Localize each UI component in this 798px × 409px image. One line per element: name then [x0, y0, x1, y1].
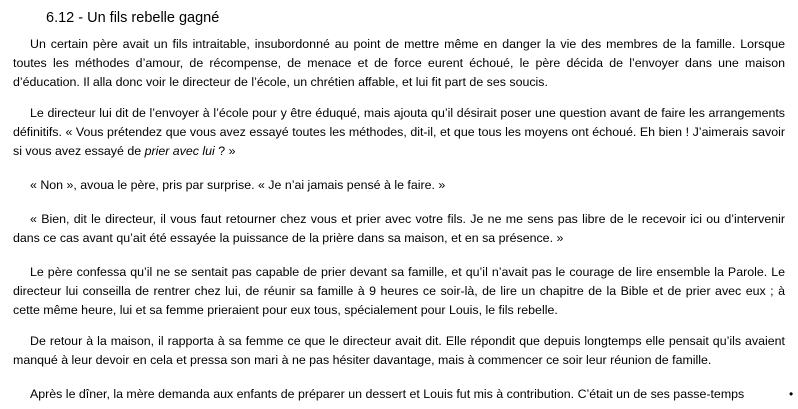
paragraph-4: « Bien, dit le directeur, il vous faut retourner chez vous et prier avec votre fils. Je ne me sens pas libre de le recevoir ici ou d’intervenir dans ce cas avant qu’ait été essayée la puissance de la prière dans sa maison, et en sa présence. » [13, 212, 785, 245]
paragraph-2-text-start: Le directeur lui dit de l’envoyer à l’école pour y être éduqué, mais ajouta qu’il désirait poser une question avant de faire les arrangements définitifs. « Vous prétendez que vous avez essayé toutes les méthodes, dit-il, et que tous les moyens ont échoué. Eh bien ! J’aimerais savoir si vous avez essayé de [13, 106, 785, 158]
paragraph-1: Un certain père avait un fils intraitable, insubordonné au point de mettre même en danger la vie des membres de la famille. Lorsque toutes les méthodes d’amour, de récompense, de menace et de force eurent échoué, le père décida de l’envoyer dans une maison d’éducation. Il alla donc voir le directeur de l’école, un chrétien affable, et lui fit part de ses soucis. [13, 37, 785, 89]
bullet-mark: • [789, 387, 794, 401]
section-heading: 6.12 - Un fils rebelle gagné [46, 10, 220, 26]
paragraph-2 [13, 104, 785, 161]
paragraph-6: De retour à la maison, il rapporta à sa femme ce que le directeur avait dit. Elle répondit que depuis longtemps elle pensait qu’ils avaient manqué à leur devoir en cela et pressa son mari à ne pas hésiter davantage, mais à commencer ce soir leur réunion de famille. [13, 334, 785, 367]
paragraph-2-text-end: ? » [214, 144, 236, 158]
paragraph-3: « Non », avoua le père, pris par surprise. « Je n’ai jamais pensé à le faire. » [30, 178, 446, 192]
paragraph-5: Le père confessa qu’il ne se sentait pas capable de prier devant sa famille, et qu’il n’avait pas le courage de lire ensemble la Parole. Le directeur lui conseilla de rentrer chez lui, de réunir sa famille à 9 heures ce soir-là, de lire un chapitre de la Bible et de prier avec eux ; à cette même heure, lui et sa femme prieraient pour eux tous, spécialement pour Louis, le fils rebelle. [13, 265, 785, 317]
paragraph-7: Après le dîner, la mère demanda aux enfants de préparer un dessert et Louis fut mis à contribution. C’était un de ses passe-temps [30, 387, 745, 401]
paragraph-2-emphasis: prier avec lui [144, 144, 215, 158]
